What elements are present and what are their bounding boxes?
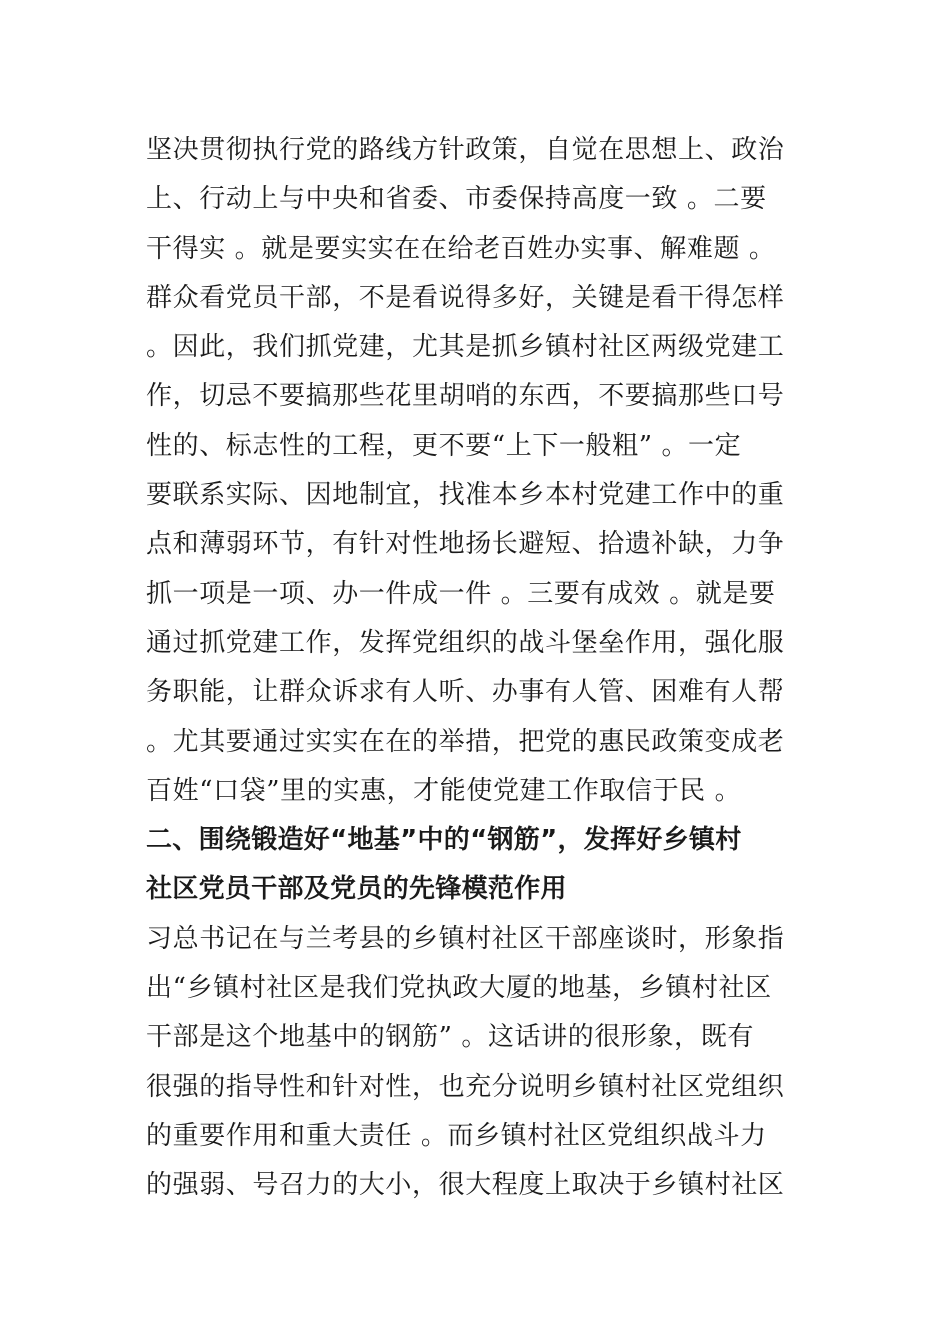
paragraph-2: [146, 915, 806, 1211]
text-line: 坚决贯彻执行党的路线方针政策，自觉在思想上、政治: [146, 135, 785, 165]
text-line: 通过抓党建工作，发挥党组织的战斗堡垒作用，强化服: [146, 627, 785, 658]
text-line: 作，切忌不要搞那些花里胡哨的东西，不要搞那些口号: [146, 381, 785, 412]
text-line: 抓一项是一项、办一件成一件 。三要有成效 。就是要: [146, 578, 776, 609]
section-heading: [146, 816, 806, 915]
text-line: 干得实 。就是要实实在在给老百姓办实事、解难题 。: [146, 233, 776, 264]
text-line: 务职能，让群众诉求有人听、办事有人管、困难有人帮: [146, 677, 785, 708]
text-line: 。因此，我们抓党建，尤其是抓乡镇村社区两级党建工: [146, 332, 785, 363]
text-line: 的强弱、号召力的大小，很大程度上取决于乡镇村社区: [146, 1170, 785, 1201]
text-line: 很强的指导性和针对性，也充分说明乡镇村社区党组织: [146, 1071, 785, 1102]
text-line: 。尤其要通过实实在在的举措，把党的惠民政策变成老: [146, 726, 785, 757]
heading-line: 社区党员干部及党员的先锋模范作用: [146, 874, 567, 905]
document-body: [146, 126, 806, 1211]
text-line: 性的、标志性的工程，更不要“上下一般粗” 。一定: [146, 430, 742, 461]
text-line: 上、行动上与中央和省委、市委保持高度一致 。二要: [146, 184, 767, 215]
text-line: 习总书记在与兰考县的乡镇村社区干部座谈时，形象指: [146, 923, 785, 954]
text-line: 点和薄弱环节，有针对性地扬长避短、拾遗补缺，力争: [146, 529, 785, 560]
text-line: 要联系实际、因地制宜，找准本乡本村党建工作中的重: [146, 480, 785, 511]
text-line: 群众看党员干部，不是看说得多好，关键是看干得怎样: [146, 282, 785, 313]
paragraph-1: [146, 126, 806, 816]
heading-line: 二、围绕锻造好“地基”中的“钢筋”，发挥好乡镇村: [146, 825, 742, 856]
text-line: 干部是这个地基中的钢筋” 。这话讲的很形象，既有: [146, 1022, 754, 1053]
text-line: 出“乡镇村社区是我们党执政大厦的地基，乡镇村社区: [146, 973, 772, 1004]
text-line: 的重要作用和重大责任 。而乡镇村社区党组织战斗力: [146, 1120, 767, 1151]
text-line: 百姓“口袋”里的实惠，才能使党建工作取信于民 。: [146, 775, 742, 806]
